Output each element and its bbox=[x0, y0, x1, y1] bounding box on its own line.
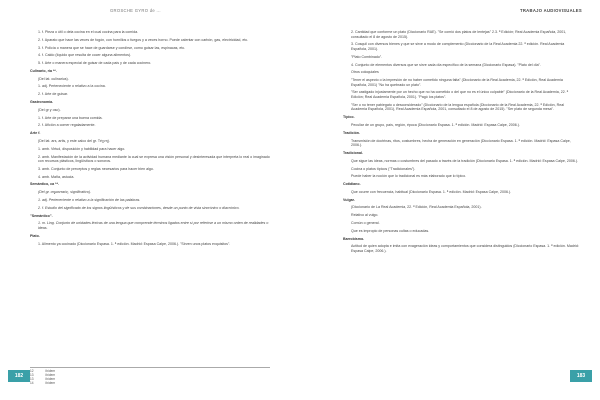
entry-text: 3. Cosquil con diversos bienes y que se sirve a modo de complemento (Diccionario de la Real Academia 22. ª edición. Real Academia Española, 2001). bbox=[351, 42, 565, 51]
footnote-text: ibídem bbox=[45, 369, 56, 373]
entry-term: Vulgar. bbox=[343, 197, 355, 202]
entry-text: Transmisión de doctrinas, ritos, costumbres, hecha de generación en generación (Diccionario Espasa. 1. ª edición. Madrid: Espasa Calpe, 2006.). bbox=[351, 138, 571, 148]
entry-text: "Tener el aspecto o la impresión de no haber cometido ninguna falta" (Diccionario de la Real Academia, 22. ª Edición, Real Academia Española, 2001) "No ha quebrado un plato". bbox=[351, 78, 563, 87]
footnote-text: ibídem bbox=[45, 373, 56, 377]
left-running-header: GROSCHE GYRO de ... bbox=[110, 8, 161, 13]
entry-text: 2. Cantidad que conforme un plato (Diccionario RAE). "Se comió dos platos de lentejas" 2.3. ª Edición; Real Academia Española, 2001, consultado el 8 de agosto de 2015). bbox=[351, 30, 567, 39]
entry-text: "Plato Combinado". bbox=[351, 54, 383, 59]
footnote-text: ibídem bbox=[45, 377, 56, 381]
entry-term: Tradicional. bbox=[343, 150, 363, 155]
entry-text: Relativo al vulgo. bbox=[351, 213, 379, 218]
right-header-title: TRABAJO AUDIOVISUALES bbox=[520, 8, 582, 13]
entry-term: Culinario, ria **. bbox=[30, 68, 57, 73]
entry-text: 1. m. Ling. Conjunto de unidades léxicas de una lengua que comprende términos ligados entre sí por referirse a un mismo orden de realidades o ideas. bbox=[38, 221, 269, 230]
entry-term: Barrobismo. bbox=[343, 236, 365, 241]
entry-text: Peculiar de un grupo, país, región, época (Diccionario Espasa. 1. ª edición. Madrid: Espasa Calpe, 2006.). bbox=[351, 123, 520, 127]
entry-text: Que sigue las ideas, normas o costumbres del pasado a través de la tradición (Diccionario Espasa. 1. ª edición. Madrid: Espasa Calpe, 2006.). bbox=[351, 158, 579, 163]
entry-text: "Ser o no tener pabiegato u desconsiderado" (Diccionario de la lengua española (Diccionario de la Real Academia, 22. ª Edición, Real Academia Española, 2001), Real Academia Española, 2001, consultado el 8 de agosto de 2015). "Ser plato de segunda mesa". bbox=[351, 102, 565, 112]
entry-text: 2. f. Arte de guisar. bbox=[38, 92, 68, 97]
entry-term: Gastronomía. bbox=[30, 100, 54, 105]
entry-text: 2. f. Afición a comer regaladamente. bbox=[38, 123, 96, 128]
entry-text: Que ocurre con frecuencia, habitual (Diccionario Espasa. 1. ª edición. Madrid: Espasa Calpe, 2006.). bbox=[351, 189, 512, 194]
entry-text: (Diccionario de La Real Academia, 22. ª Edición, Real Academia Española, 2001). bbox=[351, 205, 482, 210]
entry-text: "Ser castigado injustamente por un hecho que no ha cometido o del que no es el único culpable" (Diccionario de la Real Academia, 22. ª Edición; Real Academia Española, 2001). "Pagó los platos". bbox=[351, 90, 569, 100]
entry-term: "Semántico". bbox=[30, 213, 53, 218]
footnote-number: 13 bbox=[30, 373, 34, 377]
entry-text: Otros coloquiales bbox=[351, 70, 379, 75]
entry-text: Común o general. bbox=[351, 220, 380, 225]
entry-text: Actitud de quien adopta e imita con exageración ideas y comportamientos que considera distinguidos (Diccionario Espasa. 1. ª edición. Madrid: Espasa Calpe, 2006.). bbox=[351, 244, 579, 253]
entry-text: 3. amb. Conjunto de preceptos y reglas necesarios para hacer bien algo. bbox=[38, 166, 154, 171]
entry-text: 1. adj. Perteneciente o relativo a la significación de las palabras. bbox=[38, 198, 141, 202]
entry-text: 1. amb. Virtud, disposición y habilidad para hacer algo. bbox=[38, 146, 126, 151]
entry-text: 4. amb. Maña, astucia. bbox=[38, 174, 75, 179]
entry-text: 1. f. Arte de preparar una buena comida. bbox=[38, 115, 103, 120]
right-page bbox=[300, 0, 600, 400]
entry-text: 1. adj. Perteneciente o relativo a la cocina. bbox=[38, 84, 106, 89]
entry-term: Cotidiano. bbox=[343, 182, 361, 187]
footnotes bbox=[30, 367, 270, 385]
entry-text: 5. f. Arte o manera especial de guisar de cada país y de cada cocinero. bbox=[38, 61, 152, 66]
entry-text: 4. f. Caldo (líquido que resulta de cocer alguna alimentos). bbox=[38, 53, 132, 58]
entry-term: Plato. bbox=[30, 233, 40, 238]
entry-term: Arte f. bbox=[30, 131, 41, 136]
left-page-text bbox=[30, 30, 275, 249]
right-running-header bbox=[520, 8, 582, 13]
entry-term: Típico. bbox=[343, 115, 355, 120]
footnote bbox=[30, 381, 270, 385]
entry-text: Cocina o platos típicos ("Tradicionales"). bbox=[351, 166, 416, 171]
footnote-number: 12 bbox=[30, 369, 34, 373]
entry-text: (Del lat. culinarius). bbox=[38, 76, 69, 81]
entry-text: 1. Alimento ya cocinado (Diccionario Espasa. 1. ª edición. Madrid: Espasa Calpe, 2006.). "Sirven unos platos exquisitos". bbox=[38, 241, 231, 246]
footnote-number: 13 bbox=[30, 377, 34, 381]
right-page-text bbox=[343, 30, 579, 257]
entry-term: Tradición. bbox=[343, 130, 360, 135]
entry-text: 2. f. Estudio del significado de los signos lingüísticos y de sus combinaciones, desde un punto de vista sincrónico o diacrónico. bbox=[38, 205, 240, 210]
footnote-text: ibídem bbox=[45, 381, 56, 385]
entry-text: 4. Conjunto de elementos diversos que se sirve cada día específico de la semana (Diccionario Espasa). "Plato del día". bbox=[351, 62, 541, 67]
page-number-left: 182 bbox=[8, 370, 30, 382]
entry-text: 2. f. Aparato que hace las veces de fogón, con hornillos o fuegos y a veces horno. Puede calentar con carbón, gas, electricidad, etc. bbox=[38, 37, 249, 42]
entry-term: Semántico, ca **. bbox=[30, 182, 59, 187]
entry-text: 2. amb. Manifestación de la actividad humana mediante la cual se expresa una visión personal y desinteresada que interpreta lo real o imaginado con recursos plásticos, lingüísticos o sonoros. bbox=[38, 154, 270, 164]
footnote-number: 14 bbox=[30, 381, 34, 385]
entry-text: (Del lat. ars, artis, y este calco del gr. Téχνη). bbox=[38, 138, 110, 143]
entry-text: Que es impropio de personas cultas o educadas. bbox=[351, 228, 430, 233]
entry-text: (Del gr. σημαντικός, significativo). bbox=[38, 190, 92, 195]
entry-text: (Del gr y oso). bbox=[38, 107, 61, 112]
entry-text: 1. f. Pieza o útil o dela cocina en el cual cocina para la comida. bbox=[38, 30, 139, 34]
page-number-right: 183 bbox=[570, 370, 592, 382]
entry-text: 3. f. Policía o manera que se hace de guardarse y condirse, como guisar las, espinacas, etc. bbox=[38, 45, 186, 50]
entry-text: Puede haber la noción que lo tradicional es más elaborado que lo típico. bbox=[351, 174, 467, 179]
